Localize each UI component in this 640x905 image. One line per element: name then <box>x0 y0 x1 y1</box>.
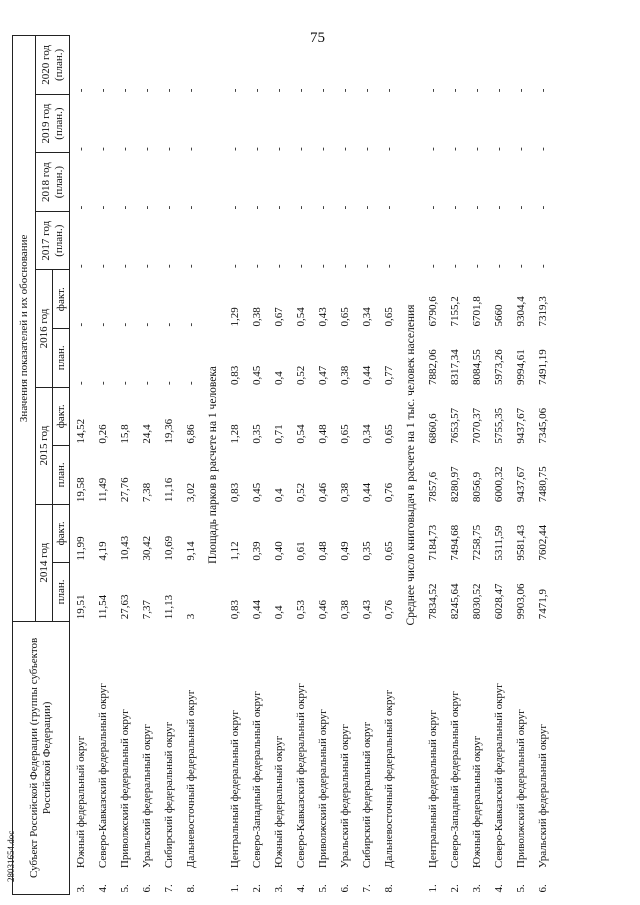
row-index: 4. <box>493 884 505 893</box>
table-row <box>246 36 268 895</box>
value-cell: 0,44 <box>251 599 263 620</box>
value-cell: 7491,19 <box>537 349 549 386</box>
value-cell: 7070,37 <box>471 407 483 444</box>
values-title-header: Значения показателей и их обоснование <box>13 36 36 622</box>
value-cell: 6860,6 <box>427 413 439 444</box>
table-row <box>180 36 202 895</box>
row-index: 8. <box>185 884 197 893</box>
value-cell: - <box>361 147 373 151</box>
fact-header: факт. <box>53 504 70 563</box>
year-header-2014: 2014 год <box>36 504 53 621</box>
table-row <box>488 36 510 895</box>
value-cell: - <box>427 147 439 151</box>
value-cell: - <box>383 264 395 268</box>
value-cell: 7155,2 <box>449 296 461 327</box>
value-cell: - <box>119 205 131 210</box>
value-cell: 8317,34 <box>449 349 461 386</box>
value-cell: - <box>75 88 87 93</box>
value-cell: 0,76 <box>383 599 395 620</box>
district-name: Дальневосточный федеральный округ <box>185 689 197 869</box>
value-cell: - <box>273 147 285 151</box>
value-cell: - <box>515 88 527 93</box>
value-cell: 0,38 <box>251 307 263 327</box>
value-cell: 0,76 <box>383 482 395 503</box>
value-cell: - <box>97 264 109 268</box>
district-name: Приволжский федеральный округ <box>317 709 329 869</box>
value-cell: 0,45 <box>251 482 263 503</box>
value-cell: 9581,43 <box>515 524 527 561</box>
value-cell: 19,58 <box>75 477 87 503</box>
value-cell: - <box>537 264 549 268</box>
value-cell: - <box>383 147 395 151</box>
value-cell: - <box>141 88 153 93</box>
value-cell: - <box>163 205 175 210</box>
value-cell: 0,65 <box>383 307 395 327</box>
value-cell: - <box>75 147 87 151</box>
value-cell: 1,29 <box>229 307 241 327</box>
district-name: Уральский федеральный округ <box>141 724 153 869</box>
row-index: 2. <box>251 884 263 893</box>
district-name: Северо-Кавказский федеральный округ <box>493 683 505 869</box>
value-cell: - <box>449 205 461 210</box>
value-cell: 0,38 <box>339 365 351 386</box>
value-cell: - <box>141 381 153 386</box>
value-cell: 0,34 <box>361 307 373 327</box>
value-cell: - <box>449 147 461 151</box>
value-cell: 7,37 <box>141 599 153 620</box>
value-cell: - <box>273 205 285 210</box>
table-row <box>422 36 444 895</box>
section-title-row <box>400 36 422 895</box>
plan-header: план. <box>53 563 70 622</box>
row-index: 4. <box>97 884 109 893</box>
row-index: 6. <box>537 884 549 893</box>
row-index: 3. <box>471 884 483 893</box>
value-cell: 5660 <box>493 304 505 327</box>
table-row <box>312 36 334 895</box>
value-cell: - <box>75 264 87 268</box>
value-cell: - <box>119 322 131 327</box>
year-header-2016: 2016 год <box>36 270 53 387</box>
value-cell: - <box>339 88 351 93</box>
value-cell: 9903,06 <box>515 583 527 620</box>
value-cell: - <box>251 147 263 151</box>
value-cell: 0,39 <box>251 541 263 561</box>
value-cell: 8084,55 <box>471 349 483 386</box>
value-cell: 0,26 <box>97 424 109 444</box>
district-name: Южный федеральный округ <box>75 735 87 869</box>
value-cell: 8030,52 <box>471 583 483 620</box>
value-cell: 3 <box>185 613 197 620</box>
subject-header: Субъект Российской Федерации (группы субъектов Российской Федерации) <box>13 621 70 894</box>
value-cell: 0,35 <box>361 541 373 561</box>
value-cell: - <box>471 264 483 268</box>
table-row <box>92 36 114 895</box>
district-name: Уральский федеральный округ <box>339 724 351 869</box>
value-cell: - <box>141 264 153 268</box>
value-cell: 15,8 <box>119 424 131 444</box>
value-cell: 0,46 <box>317 599 329 620</box>
value-cell: - <box>427 264 439 268</box>
value-cell: - <box>493 147 505 151</box>
district-name: Северо-Кавказский федеральный округ <box>97 683 109 869</box>
table-row <box>466 36 488 895</box>
value-cell: - <box>361 88 373 93</box>
row-index: 5. <box>119 884 131 893</box>
value-cell: 11,99 <box>75 536 87 561</box>
value-cell: 10,69 <box>163 535 175 561</box>
rotated-table-container <box>12 35 602 895</box>
value-cell: 0,54 <box>295 424 307 444</box>
value-cell: - <box>185 205 197 210</box>
value-cell: 7319,3 <box>537 296 549 327</box>
value-cell: - <box>185 88 197 93</box>
value-cell: - <box>163 88 175 93</box>
value-cell: 30,42 <box>141 535 153 561</box>
value-cell: - <box>273 264 285 268</box>
value-cell: 0,44 <box>361 482 373 503</box>
value-cell: - <box>97 322 109 327</box>
value-cell: 0,65 <box>383 424 395 444</box>
district-name: Северо-Западный федеральный округ <box>251 691 263 869</box>
value-cell: - <box>119 88 131 93</box>
row-index: 3. <box>273 884 285 893</box>
value-cell: - <box>339 264 351 268</box>
row-index: 3. <box>75 884 87 893</box>
table-row <box>158 36 180 895</box>
value-cell: 0,4 <box>273 371 285 386</box>
district-name: Уральский федеральный округ <box>537 724 549 869</box>
value-cell: 19,36 <box>163 418 175 444</box>
value-cell: 11,16 <box>163 477 175 503</box>
value-cell: 0,61 <box>295 541 307 561</box>
value-cell: 11,49 <box>97 477 109 503</box>
value-cell: - <box>251 264 263 268</box>
value-cell: 7258,75 <box>471 524 483 561</box>
row-index: 5. <box>317 884 329 893</box>
row-index: 4. <box>295 884 307 893</box>
value-cell: 7602,44 <box>537 524 549 561</box>
value-cell: - <box>163 264 175 268</box>
value-cell: 27,63 <box>119 594 131 620</box>
page-number: 75 <box>310 30 325 46</box>
value-cell: 0,54 <box>295 307 307 327</box>
value-cell: - <box>339 147 351 151</box>
value-cell: - <box>471 205 483 210</box>
value-cell: - <box>75 322 87 327</box>
value-cell: 19,51 <box>75 594 87 620</box>
value-cell: 0,65 <box>339 307 351 327</box>
value-cell: - <box>515 147 527 151</box>
value-cell: - <box>317 205 329 210</box>
value-cell: 6701,8 <box>471 296 483 327</box>
value-cell: - <box>251 205 263 210</box>
value-cell: 6,86 <box>185 424 197 444</box>
section-title: Среднее число книговыдач в расчете на 1 тыс. человек населения <box>405 304 417 626</box>
value-cell: 24,4 <box>141 424 153 444</box>
value-cell: 0,67 <box>273 307 285 327</box>
value-cell: 0,49 <box>339 541 351 561</box>
value-cell: - <box>163 147 175 151</box>
value-cell: - <box>163 381 175 386</box>
value-cell: - <box>141 205 153 210</box>
value-cell: 1,12 <box>229 541 241 561</box>
table-row <box>114 36 136 895</box>
table-row <box>70 36 93 895</box>
value-cell: 0,83 <box>229 365 241 386</box>
value-cell: - <box>537 205 549 210</box>
value-cell: - <box>295 264 307 268</box>
value-cell: 4,19 <box>97 541 109 561</box>
value-cell: 0,4 <box>273 605 285 620</box>
value-cell: - <box>295 88 307 93</box>
value-cell: - <box>97 147 109 151</box>
row-index: 6. <box>339 884 351 893</box>
year-header-2018: 2018 год (план.) <box>36 153 70 212</box>
plan-header: план. <box>53 328 70 387</box>
section-title-row <box>202 36 224 895</box>
value-cell: 7882,06 <box>427 349 439 386</box>
year-header-2020: 2020 год (план.) <box>36 36 70 95</box>
value-cell: 9304,4 <box>515 296 527 327</box>
value-cell: - <box>273 88 285 93</box>
value-cell: 11,13 <box>163 594 175 620</box>
year-header-2015: 2015 год <box>36 387 53 504</box>
value-cell: 0,44 <box>361 365 373 386</box>
value-cell: - <box>493 205 505 210</box>
value-cell: - <box>427 88 439 93</box>
value-cell: 0,52 <box>295 365 307 386</box>
table-row <box>136 36 158 895</box>
value-cell: - <box>97 205 109 210</box>
value-cell: - <box>97 88 109 93</box>
table-row <box>356 36 378 895</box>
district-name: Сибирский федеральный округ <box>361 721 373 869</box>
value-cell: - <box>119 381 131 386</box>
value-cell: 3,02 <box>185 482 197 503</box>
value-cell: 7653,57 <box>449 407 461 444</box>
value-cell: - <box>75 205 87 210</box>
table-row <box>378 36 400 895</box>
value-cell: 0,65 <box>383 541 395 561</box>
row-index: 2. <box>449 884 461 893</box>
value-cell: - <box>295 147 307 151</box>
value-cell: 0,46 <box>317 482 329 503</box>
indicators-table <box>12 35 554 895</box>
value-cell: 0,40 <box>273 541 285 561</box>
value-cell: - <box>515 205 527 210</box>
value-cell: 9437,67 <box>515 466 527 503</box>
table-row <box>510 36 532 895</box>
row-index: 6. <box>141 884 153 893</box>
value-cell: 0,43 <box>317 307 329 327</box>
table-row <box>290 36 312 895</box>
value-cell: - <box>471 88 483 93</box>
value-cell: - <box>185 264 197 268</box>
row-index: 1. <box>427 884 439 893</box>
fact-header: факт. <box>53 270 70 329</box>
value-cell: - <box>185 381 197 386</box>
district-name: Приволжский федеральный округ <box>515 709 527 869</box>
row-index: 7. <box>361 884 373 893</box>
district-name: Сибирский федеральный округ <box>163 721 175 869</box>
table-row <box>444 36 466 895</box>
value-cell: 10,43 <box>119 535 131 561</box>
value-cell: 0,77 <box>383 365 395 386</box>
value-cell: - <box>449 88 461 93</box>
value-cell: - <box>251 88 263 93</box>
value-cell: - <box>471 147 483 151</box>
value-cell: 5311,59 <box>493 525 505 561</box>
value-cell: - <box>383 205 395 210</box>
district-name: Центральный федеральный округ <box>427 710 439 869</box>
value-cell: - <box>493 88 505 93</box>
table-row <box>334 36 356 895</box>
value-cell: 6028,47 <box>493 583 505 620</box>
table-header <box>13 36 70 895</box>
value-cell: 0,45 <box>251 365 263 386</box>
value-cell: - <box>361 264 373 268</box>
district-name: Дальневосточный федеральный округ <box>383 689 395 869</box>
value-cell: 9437,67 <box>515 407 527 444</box>
district-name: Южный федеральный округ <box>273 735 285 869</box>
table-row <box>532 36 554 895</box>
value-cell: - <box>493 264 505 268</box>
value-cell: 0,48 <box>317 541 329 561</box>
value-cell: 0,83 <box>229 482 241 503</box>
value-cell: 0,48 <box>317 424 329 444</box>
row-index: 7. <box>163 884 175 893</box>
value-cell: 7345,06 <box>537 407 549 444</box>
value-cell: 0,34 <box>361 424 373 444</box>
value-cell: - <box>339 205 351 210</box>
value-cell: 27,76 <box>119 477 131 503</box>
value-cell: 0,71 <box>273 424 285 444</box>
value-cell: 0,4 <box>273 488 285 503</box>
value-cell: - <box>295 205 307 210</box>
value-cell: - <box>119 147 131 151</box>
value-cell: 0,83 <box>229 599 241 620</box>
value-cell: 7834,52 <box>427 583 439 620</box>
value-cell: - <box>317 264 329 268</box>
value-cell: - <box>97 381 109 386</box>
plan-header: план. <box>53 446 70 505</box>
value-cell: 8056,9 <box>471 471 483 503</box>
value-cell: 5973,26 <box>493 349 505 386</box>
value-cell: - <box>317 88 329 93</box>
value-cell: 7184,73 <box>427 524 439 561</box>
value-cell: - <box>229 264 241 268</box>
value-cell: 7857,6 <box>427 471 439 503</box>
fact-header: факт. <box>53 387 70 446</box>
value-cell: - <box>75 381 87 386</box>
value-cell: - <box>537 147 549 151</box>
value-cell: 5755,35 <box>493 407 505 444</box>
section-title: Площадь парков в расчете на 1 человека <box>207 366 219 564</box>
value-cell: - <box>185 147 197 151</box>
value-cell: - <box>229 147 241 151</box>
value-cell: 0,52 <box>295 482 307 503</box>
value-cell: - <box>185 322 197 327</box>
value-cell: - <box>537 88 549 93</box>
value-cell: 11,54 <box>97 594 109 620</box>
value-cell: 8245,64 <box>449 583 461 620</box>
value-cell: - <box>163 322 175 327</box>
value-cell: - <box>427 205 439 210</box>
value-cell: - <box>361 205 373 210</box>
value-cell: 7471,9 <box>537 588 549 620</box>
table-row <box>224 36 246 895</box>
row-index: 5. <box>515 884 527 893</box>
value-cell: - <box>317 147 329 151</box>
year-header-2017: 2017 год (план.) <box>36 211 70 270</box>
table-body <box>70 36 555 895</box>
district-name: Северо-Западный федеральный округ <box>449 691 461 869</box>
value-cell: 9,14 <box>185 541 197 561</box>
document-code: 28031654.doc <box>6 830 16 882</box>
row-index: 8. <box>383 884 395 893</box>
value-cell: 7494,68 <box>449 524 461 561</box>
value-cell: 6000,32 <box>493 466 505 503</box>
value-cell: 0,65 <box>339 424 351 444</box>
row-index: 1. <box>229 884 241 893</box>
value-cell: 0,38 <box>339 599 351 620</box>
value-cell: - <box>141 322 153 327</box>
value-cell: - <box>383 88 395 93</box>
district-name: Северо-Кавказский федеральный округ <box>295 683 307 869</box>
value-cell: 8280,97 <box>449 466 461 503</box>
value-cell: 6790,6 <box>427 296 439 327</box>
district-name: Приволжский федеральный округ <box>119 709 131 869</box>
value-cell: 7,38 <box>141 482 153 503</box>
value-cell: - <box>141 147 153 151</box>
value-cell: 1,28 <box>229 424 241 444</box>
value-cell: 9994,61 <box>515 349 527 386</box>
value-cell: - <box>229 205 241 210</box>
year-header-2019: 2019 год (план.) <box>36 94 70 153</box>
district-name: Центральный федеральный округ <box>229 710 241 869</box>
value-cell: 0,53 <box>295 599 307 620</box>
value-cell: 0,35 <box>251 424 263 444</box>
value-cell: - <box>229 88 241 93</box>
value-cell: - <box>449 264 461 268</box>
value-cell: 0,43 <box>361 599 373 620</box>
value-cell: - <box>515 264 527 268</box>
value-cell: 0,47 <box>317 365 329 386</box>
value-cell: - <box>119 264 131 268</box>
value-cell: 7480,75 <box>537 466 549 503</box>
value-cell: 0,38 <box>339 482 351 503</box>
value-cell: 14,52 <box>75 418 87 444</box>
table-row <box>268 36 290 895</box>
district-name: Южный федеральный округ <box>471 735 483 869</box>
